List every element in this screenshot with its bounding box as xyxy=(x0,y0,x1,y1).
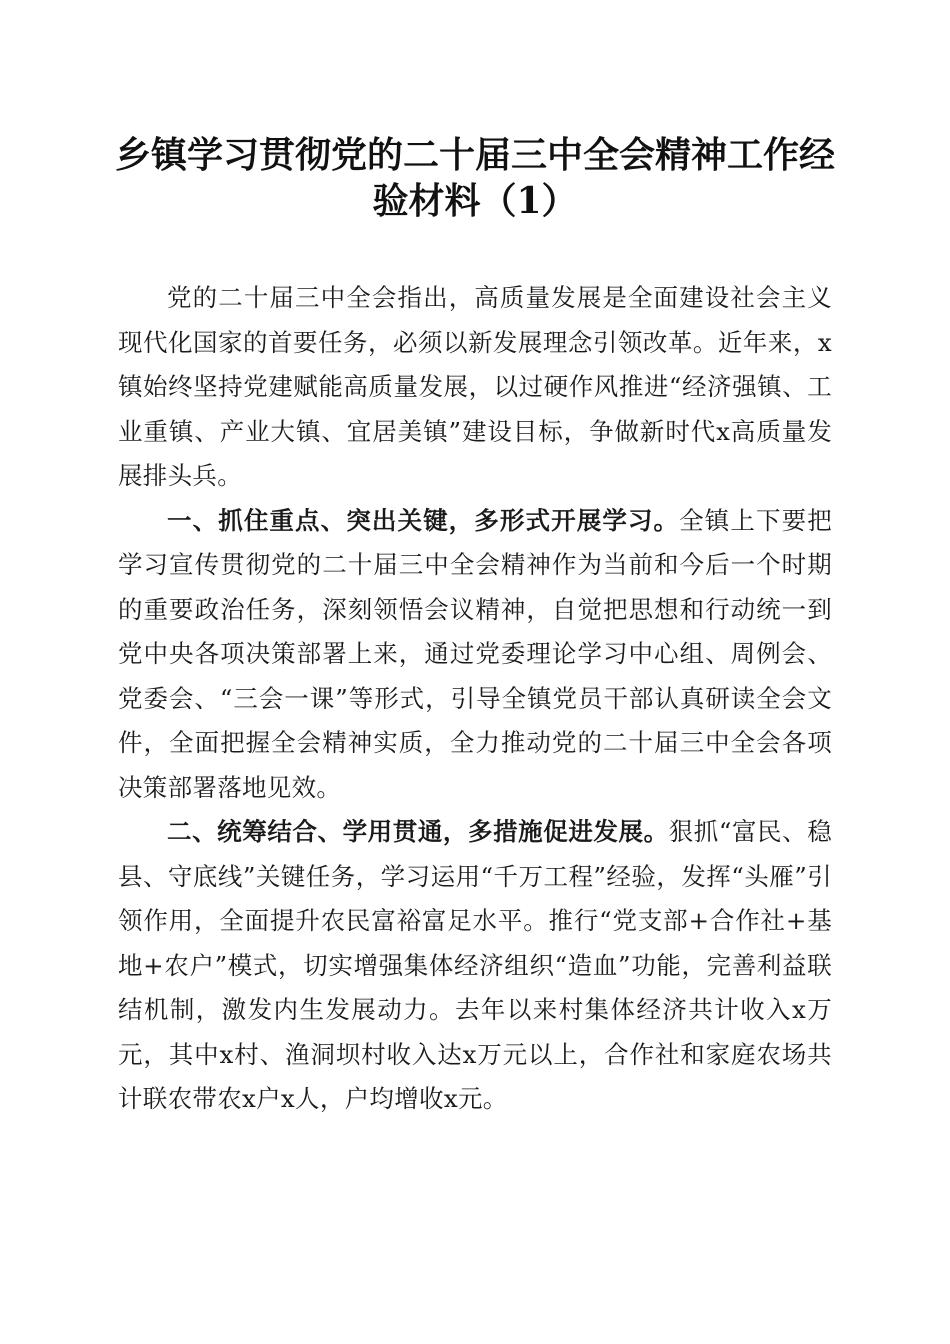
document-title xyxy=(100,132,850,224)
section-one-paragraph xyxy=(118,499,832,811)
document-body xyxy=(118,276,832,1122)
intro-paragraph-text: 党的二十届三中全会指出，高质量发展是全面建设社会主义现代化国家的首要任务，必须以新发展理念引领改革。近年来，x镇始终坚持党建赋能高质量发展，以过硬作风推进“经济强镇、工业重镇、产业大镇、宜居美镇”建设目标，争做新时代x高质量发展排头兵。 xyxy=(118,283,832,490)
section-two-paragraph xyxy=(118,810,832,1122)
section-one-text: 全镇上下要把学习宣传贯彻党的二十届三中全会精神作为当前和今后一个时期的重要政治任务，深刻领悟会议精神，自觉把思想和行动统一到党中央各项决策部署上来，通过党委理论学习中心组、周例会、党委会、“三会一课”等形式，引导全镇党员干部认真研读全会文件，全面把握全会精神实质，全力推动党的二十届三中全会各项决策部署落地见效。 xyxy=(118,505,832,802)
section-one-heading: 一、抓住重点、突出关键，多形式开展学习。 xyxy=(167,505,680,535)
title-line-1: 乡镇学习贯彻党的二十届三中全会精神工作经 xyxy=(114,134,835,176)
title-line-2: 验材料（1） xyxy=(372,180,578,222)
section-two-heading: 二、统筹结合、学用贯通，多措施促进发展。 xyxy=(167,817,669,846)
section-two-text: 狠抓“富民、稳县、守底线”关键任务，学习运用“千万工程”经验，发挥“头雁”引领作用，全面提升农民富裕富足水平。推行“党支部+合作社+基地+农户”模式，切实增强集体经济组织“造血”功能，完善利益联结机制，激发内生发展动力。去年以来村集体经济共计收入x万元，其中x村、渔洞坝村收入达x万元以上，合作社和家庭农场共计联农带农x户x人，户均增收x元。 xyxy=(118,817,832,1113)
intro-paragraph xyxy=(118,276,832,499)
